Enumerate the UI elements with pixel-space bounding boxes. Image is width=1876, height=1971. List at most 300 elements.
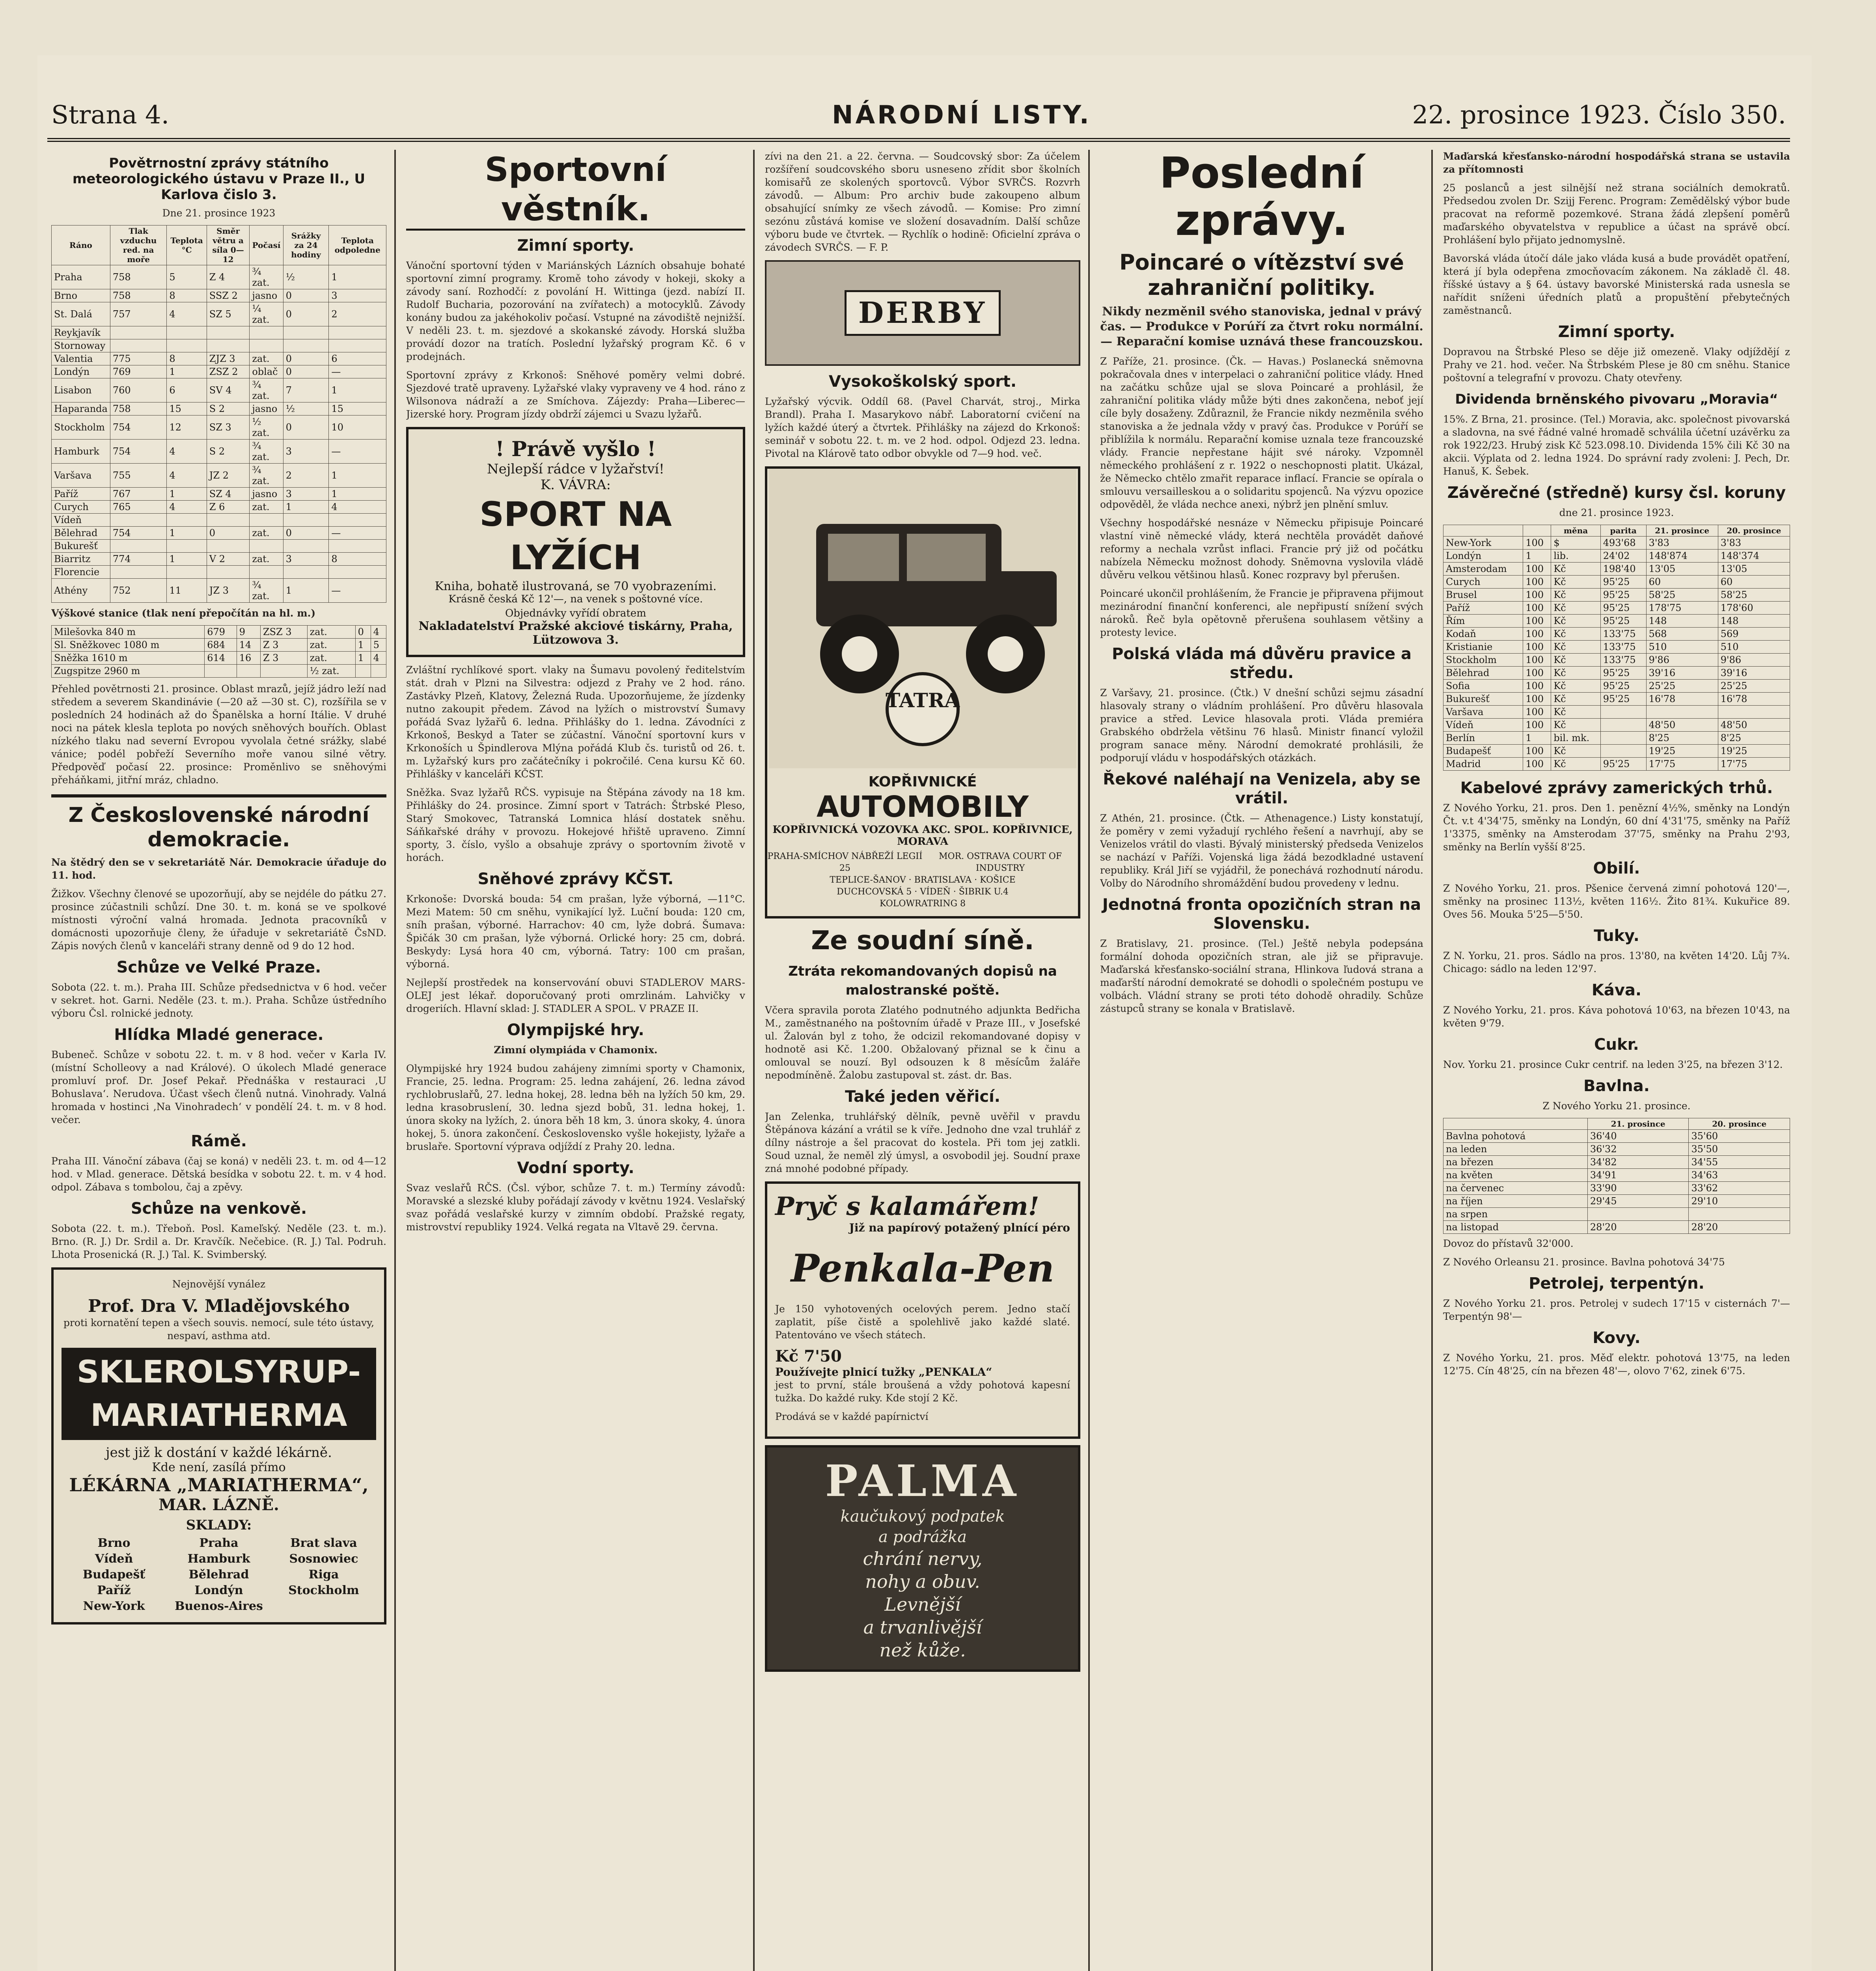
cotton-table-header: 21. prosince 20. prosince <box>1443 1118 1790 1130</box>
table-cell: 10 <box>329 415 386 440</box>
table-cell: 1 <box>329 378 386 402</box>
weather-table-header: Ráno Tlak vzduchu red. na moře Teplota °C Směr větru a síla 0—12 Počasí Srážky za 24 hodiny Teplota odpoledne <box>52 225 386 265</box>
table-cell: 757 <box>110 302 167 326</box>
poincare-title: Poincaré o vítězství své zahraniční politiky. <box>1119 250 1404 300</box>
table-cell <box>250 514 283 527</box>
table-cell: 100 <box>1523 706 1551 719</box>
table-cell: 34'91 <box>1587 1169 1689 1182</box>
ad-address: PRAHA-SMÍCHOV NÁBŘEŽÍ LEGIÍ 25 <box>767 851 923 873</box>
czd-text: Žižkov. Všechny členové se upozorňují, aby se nejdéle do pátku 27. prosince zúčastnili schůzí. Dne 30. t. m. koná se ve spolkové místnosti výroční valná hromada. Jednota pracovníků v domácnosti upozorňuje členy, že úřaduje v sekretariátě ČsND. Zápis nových členů v kanceláři strany denně od 9 do 12 hod. <box>51 888 386 952</box>
table-cell: SSZ 2 <box>207 289 250 302</box>
table-cell: jasno <box>250 402 283 415</box>
weather-row <box>52 352 386 365</box>
table-cell: zat. <box>307 626 355 639</box>
table-cell: 569 <box>1718 628 1790 641</box>
cotton-table <box>1443 1118 1790 1234</box>
ad-more: jest to první, stále broušená a vždy pohotová kapesní tužka. Do každé ruky. Kde stojí 2 Kč. <box>775 1379 1070 1404</box>
table-cell <box>167 566 207 579</box>
table-cell: ¾ zat. <box>250 378 283 402</box>
table-cell: 36'40 <box>1587 1130 1689 1143</box>
ad-sub: Již na papírový potažený plnící péro <box>849 1221 1070 1234</box>
cukr-title: Cukr. <box>1594 1036 1639 1054</box>
currency-row <box>1443 654 1790 667</box>
ad-line: a podrážka <box>878 1528 967 1546</box>
table-cell: 767 <box>110 488 167 501</box>
table-cell: SZ 4 <box>207 488 250 501</box>
table-cell: 33'90 <box>1587 1182 1689 1195</box>
ad-city: Praha <box>199 1536 239 1550</box>
ad-line: Levnější <box>884 1594 961 1615</box>
table-cell <box>329 566 386 579</box>
table-cell: na listopad <box>1443 1221 1588 1234</box>
vericl-text: Jan Zelenka, truhlářský dělník, pevně uvěřil v pravdu Štěpánova kázání a vrátil se k víře. Jednoho dne vzal truhlář z dílny nástroje a šel pracovat do kostela. Při tom jej zatkli. Soud uznal, že neměl zlý úmysl, a osvobodil jej. Soudní praxe zná mnohé podobné případy. <box>765 1111 1080 1174</box>
table-cell: 493'68 <box>1600 537 1646 550</box>
table-cell: Z 3 <box>260 652 307 665</box>
olymp-title: Olympijské hry. <box>507 1021 644 1039</box>
table-cell: 35'60 <box>1689 1130 1790 1143</box>
table-cell: Brno <box>52 289 110 302</box>
table-cell: ZJZ 3 <box>207 352 250 365</box>
table-cell: 60 <box>1718 576 1790 589</box>
currency-row <box>1443 537 1790 550</box>
kovy-text: Z Nového Yorku, 21. pros. Měď elektr. pohotová 13'75, na leden 12'75. Cín 48'25, cín na březen 48'—, olovo 7'62, zinek 6'75. <box>1443 1352 1790 1377</box>
cotton-row <box>1443 1208 1790 1221</box>
table-cell: Bukurešť <box>52 540 110 553</box>
table-cell: 3 <box>283 488 329 501</box>
weather-row <box>52 378 386 402</box>
table-cell: 1 <box>355 639 371 652</box>
ad-line: a trvanlivější <box>863 1617 982 1638</box>
ad-desc: proti kornatění tepen a všech souvis. nemocí, sule této ústavy, nespaví, asthma atd. <box>63 1317 375 1341</box>
table-cell: St. Dalá <box>52 302 110 326</box>
column-2 <box>406 150 745 1971</box>
snehove-text: Krkonoše: Dvorská bouda: 54 cm prašan, lyže výborná, —11°C. Mezi Matem: 50 cm sněhu, vynikající lyž. Luční bouda: 120 cm, sníh prašan, výborné. Harrachov: 40 cm, lyže dobrá. Šumava: Špičák 30 cm prašan, lyže výborná. Orlické hory: 25 cm, dobrá. Beskydy: Lysá hora 40 cm, výborná. Tatry: 100 cm prašan, výborná. <box>406 893 745 970</box>
table-cell: 754 <box>110 440 167 464</box>
table-cell: Kč <box>1551 745 1600 758</box>
cotton-row <box>1443 1182 1790 1195</box>
recko-title: Řekové naléhají na Venizela, aby se vrátil. <box>1103 770 1421 807</box>
table-cell <box>110 326 167 339</box>
bavlna-dovoz: Dovoz do přístavů 32'000. <box>1443 1238 1574 1249</box>
table-cell: 133'75 <box>1600 641 1646 654</box>
weather-title: Povětrnostní zprávy státního meteorologického ústavu v Praze II., U Karlova čislo 3. <box>72 155 366 203</box>
penkala-ad <box>765 1181 1080 1439</box>
ad-inventor: Prof. Dra V. Mladějovského <box>88 1296 350 1316</box>
table-cell: 25'25 <box>1646 680 1718 693</box>
table-cell <box>207 339 250 352</box>
table-cell <box>1600 745 1646 758</box>
table-cell: 752 <box>110 579 167 603</box>
table-cell: — <box>329 440 386 464</box>
ad-line: nohy a obuv. <box>865 1571 980 1592</box>
table-cell <box>371 665 386 678</box>
table-cell: 58'25 <box>1646 589 1718 602</box>
table-cell: 35'50 <box>1689 1143 1790 1156</box>
table-cell: Kč <box>1551 654 1600 667</box>
table-cell: ½ <box>283 402 329 415</box>
table-cell <box>283 326 329 339</box>
table-cell: — <box>329 365 386 378</box>
ad-line: chrání nervy, <box>863 1548 983 1569</box>
soudni-sub: Ztráta rekomandovaných dopisů na malostranské poště. <box>788 963 1057 998</box>
table-cell: Vídeň <box>52 514 110 527</box>
column-rule <box>1088 150 1090 1971</box>
table-cell <box>167 540 207 553</box>
table-cell: 133'75 <box>1600 654 1646 667</box>
table-cell: Paříž <box>52 488 110 501</box>
tuky-title: Tuky. <box>1594 927 1639 945</box>
ad-pharmacy: LÉKÁRNA „MARIATHERMA“, <box>69 1474 369 1496</box>
table-cell: Varšava <box>52 464 110 488</box>
petrolej-title: Petrolej, terpentýn. <box>1529 1274 1704 1293</box>
table-cell: 12 <box>167 415 207 440</box>
table-cell: 5 <box>167 265 207 289</box>
table-cell <box>205 665 237 678</box>
column-rule <box>394 150 396 1971</box>
table-cell: 133'75 <box>1600 628 1646 641</box>
table-cell: 684 <box>205 639 237 652</box>
table-cell: 8'25 <box>1646 732 1718 745</box>
table-cell: Curych <box>1443 576 1523 589</box>
page-number: Strana 4. <box>51 101 170 130</box>
table-cell <box>237 665 260 678</box>
table-cell: 58'25 <box>1718 589 1790 602</box>
table-cell: Kč <box>1551 576 1600 589</box>
table-cell: 33'62 <box>1689 1182 1790 1195</box>
table-cell: 16'78 <box>1718 693 1790 706</box>
cotton-row <box>1443 1221 1790 1234</box>
bavlna-title: Bavlna. <box>1583 1077 1650 1095</box>
weather-row <box>52 501 386 514</box>
table-cell: 2 <box>329 302 386 326</box>
table-cell: 0 <box>283 365 329 378</box>
sport-text-2: Sportovní zprávy z Krkonoš: Sněhové poměry velmi dobré. Sjezdové tratě upraveny. Lyžařské vlaky vypraveny ve 4 hod. ráno z Wilsonova nádraží a ze Smíchova. Zájezdy: Praha—Liberec—Jizerské hory. Program jízdy obdrží zájemci u Svazu lyžařů. <box>406 369 745 420</box>
table-cell: Athény <box>52 579 110 603</box>
kabel-text: Z Nového Yorku, 21. pros. Den 1. penězní 4½%, směnky na Londýn Čt. v.t 4'34'75, směnky na Londýn, 60 dní 4'31'75, směnky na Paříž 1'3375, směnky na Amsterodam 37'75, směnky na Prahu 2'93, směnky na Berlín vyšší 8'25. <box>1443 802 1790 853</box>
cotton-row <box>1443 1143 1790 1156</box>
ad-city: Hamburk <box>187 1552 250 1566</box>
ad-info: Kniha, bohatě ilustrovaná, se 70 vyobrazeními. <box>435 579 717 593</box>
czd-title: Z Československé národní demokracie. <box>68 803 369 851</box>
weather-text: Přehled povětrnosti 21. prosince. Oblast mrazů, jejíž jádro leží nad středem a severem Skandinávie (—20 až —30 st. C), rozšířila se v posledních 24 hodinách až do Španělska a horní Itálie. V druhé noci na pátek klesla teplota po nových sněhových bouřích. Oblast nízkého tlaku nad severní Evropou vyvolala četné srážky, slabé vánice; podél pobřeží Severního moře vanou silné větry. Předpověď počasí 22. prosince: Proměnlivo se sněhovými přeháňkami, jitřní mráz, chladno. <box>51 683 386 786</box>
zimni-text: Dopravou na Štrbské Pleso se děje již omezeně. Vlaky odjíždějí z Prahy ve 21. hod. večer. Na Štrbském Plese je 80 cm sněhu. Stanice poštovní a telegrafní v provozu. Chaty otevřeny. <box>1443 346 1790 384</box>
derby-ad <box>765 260 1080 366</box>
table-cell: 100 <box>1523 719 1551 732</box>
table-cell: ¾ zat. <box>250 265 283 289</box>
table-cell: 614 <box>205 652 237 665</box>
table-cell: 755 <box>110 464 167 488</box>
ad-city: Brno <box>97 1536 131 1550</box>
table-cell: 1 <box>1523 550 1551 563</box>
ad-city: Budapešť <box>82 1568 145 1582</box>
table-cell: Kristianie <box>1443 641 1523 654</box>
column-rule <box>753 150 755 1971</box>
table-cell: 1 <box>1523 732 1551 745</box>
table-cell: 100 <box>1523 667 1551 680</box>
weather-row <box>52 527 386 540</box>
soudni-title: Ze soudní síně. <box>811 925 1034 956</box>
ad-order: Objednávky vyřídí obratem <box>505 607 646 619</box>
zimni-title: Zimní sporty. <box>1558 323 1675 341</box>
table-cell <box>1600 706 1646 719</box>
table-cell <box>167 339 207 352</box>
tatra-ad <box>765 466 1080 918</box>
polsko-title: Polská vláda má důvěru pravice a středu. <box>1111 645 1412 682</box>
table-cell: ¾ zat. <box>250 579 283 603</box>
ad-order: Prodává se v každé papírnictví <box>775 1411 929 1422</box>
table-cell <box>1689 1208 1790 1221</box>
table-cell: Z 6 <box>207 501 250 514</box>
table-cell: na říjen <box>1443 1195 1588 1208</box>
table-cell: zat. <box>250 527 283 540</box>
table-cell: Florencie <box>52 566 110 579</box>
table-cell <box>207 326 250 339</box>
table-cell: 17'75 <box>1718 758 1790 771</box>
table-cell <box>207 514 250 527</box>
table-cell: Hamburk <box>52 440 110 464</box>
table-cell: 1 <box>329 464 386 488</box>
recko-text: Z Athén, 21. prosince. (Čtk. — Athenagence.) Listy konstatují, že poměry v zemi vyžadují rychlého řešení a navrhují, aby se Venizelos vrátil do vlasti. Bývalý ministerský předseda Venizelos se nachází v Paříži. Vojenská liga žádá bezodkladné ustavení republiky. Král Jiří se vyjádřil, že ponechává rozhodnutí národu. Volby do Národního shromáždění budou provedeny v lednu. <box>1100 812 1423 889</box>
table-cell: Vídeň <box>1443 719 1523 732</box>
currency-row <box>1443 745 1790 758</box>
table-cell: Brusel <box>1443 589 1523 602</box>
poincare-text-3: Poincaré ukončil prohlášením, že Francie je připravena přijmout mezinárodní finanční konferenci, ale nepřipustí snížení svých nároků. Řeč byla opětovně přerušena souhlasem většiny a protesty levice. <box>1100 588 1423 638</box>
table-cell: 2 <box>283 464 329 488</box>
table-cell <box>250 339 283 352</box>
table-cell: ZSZ 2 <box>207 365 250 378</box>
currency-row <box>1443 693 1790 706</box>
table-cell: lib. <box>1551 550 1600 563</box>
table-cell: 4 <box>167 501 207 514</box>
table-cell: 15 <box>167 402 207 415</box>
schuze2-text: Sobota (22. t. m.). Třeboň. Posl. Kameľský. Neděle (23. t. m.). Brno. (R. J.) Dr. Srdil a. Dr. Kravčík. Nečebice. (R. J.) Tal. Podruh. Lhota Prosenická (R. J.) Tal. K. Svimberský. <box>51 1223 386 1260</box>
table-cell: ¼ zat. <box>250 302 283 326</box>
table-cell: 178'60 <box>1718 602 1790 615</box>
table-cell: 95'25 <box>1600 589 1646 602</box>
table-cell <box>1600 719 1646 732</box>
table-cell <box>207 540 250 553</box>
table-cell: 100 <box>1523 693 1551 706</box>
vodni-title: Vodní sporty. <box>517 1159 634 1177</box>
table-cell: 1 <box>167 527 207 540</box>
currency-row <box>1443 589 1790 602</box>
madar-title: Maďarská křesťansko-národní hospodářská strana se ustavila za přítomnosti <box>1443 151 1790 175</box>
table-cell: 7 <box>283 378 329 402</box>
ad-city: New-York <box>83 1599 145 1613</box>
table-cell: 8 <box>329 553 386 566</box>
table-cell: 4 <box>167 440 207 464</box>
currency-row <box>1443 641 1790 654</box>
weather-row <box>52 440 386 464</box>
table-cell <box>250 540 283 553</box>
ad-use: Používejte plnicí tužky „PENKALA“ <box>775 1366 992 1379</box>
table-cell: 0 <box>283 302 329 326</box>
table-cell: 760 <box>110 378 167 402</box>
table-cell <box>283 514 329 527</box>
ad-pre: Pryč s kalamářem! <box>775 1192 1039 1221</box>
table-cell: S 2 <box>207 440 250 464</box>
zimni-title: Zimní sporty. <box>517 237 634 255</box>
table-cell: jasno <box>250 488 283 501</box>
table-cell: Kč <box>1551 641 1600 654</box>
table-cell: 3'83 <box>1646 537 1718 550</box>
ad-brand-2: MARIATHERMA <box>62 1397 376 1440</box>
table-cell: 95'25 <box>1600 615 1646 628</box>
table-cell: 16 <box>237 652 260 665</box>
table-cell: 754 <box>110 527 167 540</box>
ad-city: Vídeň <box>95 1552 133 1566</box>
table-cell: zat. <box>250 352 283 365</box>
table-cell: 9 <box>237 626 260 639</box>
ad-line: než kůže. <box>879 1639 966 1661</box>
ad-line: kaučukový podpatek <box>840 1507 1005 1526</box>
poincare-sub: Nikdy nezměnil svého stanoviska, jednal v právý čas. — Produkce v Porúří za čtvrt roku normální. — Reparační komise uznává these francouzskou. <box>1100 305 1423 348</box>
table-cell: Sl. Sněžkovec 1080 m <box>52 639 205 652</box>
obili-title: Obilí. <box>1593 859 1640 877</box>
table-cell <box>260 665 307 678</box>
table-cell: 754 <box>110 415 167 440</box>
table-cell: Kč <box>1551 758 1600 771</box>
ad-author: K. VÁVRA: <box>540 477 611 493</box>
table-cell: Praha <box>52 265 110 289</box>
table-cell: 36'32 <box>1587 1143 1689 1156</box>
table-cell: ½ <box>283 265 329 289</box>
ad-brand-1: SKLEROLSYRUP- <box>62 1348 376 1397</box>
table-cell: 4 <box>167 302 207 326</box>
table-cell: Kč <box>1551 706 1600 719</box>
table-cell: 774 <box>110 553 167 566</box>
currency-row <box>1443 602 1790 615</box>
table-cell: na červenec <box>1443 1182 1588 1195</box>
table-cell: 769 <box>110 365 167 378</box>
table-cell: 48'50 <box>1646 719 1718 732</box>
kava-title: Káva. <box>1591 981 1642 999</box>
table-cell: 25'25 <box>1718 680 1790 693</box>
weather-row <box>52 540 386 553</box>
table-cell: 9'86 <box>1718 654 1790 667</box>
table-cell: 148 <box>1646 615 1718 628</box>
table-cell: JZ 2 <box>207 464 250 488</box>
table-cell: Berlín <box>1443 732 1523 745</box>
hlidka-title: Hlídka Mladé generace. <box>114 1026 324 1044</box>
table-cell: Haparanda <box>52 402 110 415</box>
orleans-text: Z Nového Orleansu 21. prosince. Bavlna pohotová 34'75 <box>1443 1256 1725 1268</box>
ad-sub: jest již k dostání v každé lékárně. <box>106 1445 332 1461</box>
sport-title: Sportovní věstník. <box>406 150 745 231</box>
table-cell <box>110 514 167 527</box>
sklerolsyrup-ad <box>51 1267 386 1624</box>
table-cell <box>355 665 371 678</box>
table-cell: Kč <box>1551 615 1600 628</box>
table-cell: 148 <box>1718 615 1790 628</box>
table-cell <box>329 326 386 339</box>
table-cell: 1 <box>167 488 207 501</box>
table-cell <box>283 339 329 352</box>
zvlastni-text: Zvláštní rychlíkové sport. vlaky na Šumavu povolený ředitelstvím stát. drah v Plzni na Silvestra: odjezd z Prahy ve 2 hod. ráno. Zastávky Plzeň, Klatovy, Železná Ruda. Upozorňujeme, že jízdenky nutno zakoupit předem. Závod na lyžích o mistrovství Šumavy pořádá Svaz lyžařů 6. ledna. Přihlášky do 1. ledna. Závodníci z Krkonoš, Beskyd a Tater se zúčastní. Vánoční sportovní kurs v Krkonoších u Špindlerova Mlýna pořádá Klub čs. turistů od 26. t. m. Lyžařský kurs pro začátečníky i pokročilé. Cena kursu Kč 60. Přihlášky v kanceláři KČST. <box>406 664 745 780</box>
ad-sub: Nejlepší rádce v lyžařství! <box>487 461 664 477</box>
table-cell: 0 <box>207 527 250 540</box>
morava-text: 15%. Z Brna, 21. prosince. (Tel.) Moravia, akc. společnost pivovarská a sladovna, na své řádné valné hromadě schválila účetní uzávěrku za rok 1922/23. Hrubý zisk Kč 523.098.10. Dividenda 15% čili Kč 30 na akcii. Výplata od 2. ledna 1924. Do správní rady zvoleni: J. Pech, Dr. Hanuš, K. Šebek. <box>1443 414 1790 477</box>
table-cell: 4 <box>329 501 386 514</box>
table-cell: 11 <box>167 579 207 603</box>
ranna-text: Praha III. Vánoční zábava (čaj se koná) v neděli 23. t. m. od 4—12 hod. v Mlad. generace. Dětská besídka v sobotu 22. t. m. v 4 hod. odpol. Zábava s tombolou, čaj a zpěvy. <box>51 1155 386 1193</box>
table-cell <box>1600 732 1646 745</box>
table-cell: 178'75 <box>1646 602 1718 615</box>
currency-row <box>1443 628 1790 641</box>
ranna-title: Rámě. <box>191 1132 247 1150</box>
column-5 <box>1443 150 1790 1971</box>
polsko-text: Z Varšavy, 21. prosince. (Čtk.) V dnešní schůzi sejmu zásadní hlasovaly strany o vládním prohlášení. Pro důvěru hlasovala pravice a střed. Levice hlasovala proti. Vláda premiéra Grabského obdržela většinu 76 hlasů. Ministr financí vyložil program sanace měny. Národní demokraté prohlásili, že podporují vládu v hospodářských otázkách. <box>1100 687 1423 764</box>
table-cell <box>110 540 167 553</box>
ad-title-2: AUTOMOBILY <box>816 790 1029 824</box>
bavorsko-text: Bavorská vláda útočí dále jako vláda kusá a bude provádět opatření, která jí byla odepřena zmocňovacím zákonem. Na základě čl. 48. říšské ústavy a § 64. ústavy bavorské Ministerská rada usnesla se nařídit sníženi úředních platů a propuštění přebytečných zaměstnanců. <box>1443 253 1790 316</box>
table-cell: 28'20 <box>1587 1221 1689 1234</box>
poincare-text: Z Paříže, 21. prosince. (Čk. — Havas.) Poslanecká sněmovna pokračovala dnes v interpelaci o zahraniční politice vlády. Hned na začátku schůze ujal se slova Poincaré a prohlásil, že zahraniční politika vlády může býti dnes zakončena, neboť její cíle byly dosaženy. Zdůraznil, že Francie nikdy nezměnila svého stanoviska a že jednala vždy v pravý čas. Produkce v Porúří se přiblížila k normálu. Reparační komise uznala teze francouzské vlády. Francie nepřestane hájit své nároky. Vzpomněl německého prohlášení z r. 1922 o neschopnosti platit. Ukázal, že Německo chtělo zmařit reparace inflací. Francie se opírala o smlouvu versailleskou a o solidaritu spojenců. Na výzvu opozice odpověděl, že vláda nechce anexi, nýbrž jen plnění smluv. <box>1100 356 1423 510</box>
table-cell: ¾ zat. <box>250 440 283 464</box>
top-text: zívi na den 21. a 22. června. — Soudcovský sbor: Za účelem rozšíření soudcovského sboru usneseno zřídit sbor školních komisařů ze skolených sportovců. Výbor SVRČS. Rozvrh závodů. — Album: Pro archiv bude zakoupeno album obsahující snímky ze všech závodů. — Komise: Pro zimní sezónu zůstává komise ve složení dosavadním. Další schůze výboru bude ve čtvrtek. — Rychlík o hodině: Oficielní zpráva o závodech SVRČS. — F. P. <box>765 151 1080 253</box>
table-cell: 60 <box>1646 576 1718 589</box>
weather-row <box>52 464 386 488</box>
mountain-table <box>51 625 386 678</box>
table-cell: Kč <box>1551 602 1600 615</box>
table-cell: 14 <box>237 639 260 652</box>
table-cell: 510 <box>1646 641 1718 654</box>
table-cell: 15 <box>329 402 386 415</box>
cotton-row <box>1443 1195 1790 1208</box>
table-cell <box>329 514 386 527</box>
table-cell: 6 <box>329 352 386 365</box>
weather-row <box>52 265 386 289</box>
table-cell: 1 <box>329 265 386 289</box>
palma-ad <box>765 1445 1080 1672</box>
table-cell: 19'25 <box>1718 745 1790 758</box>
table-cell: Bavlna pohotová <box>1443 1130 1588 1143</box>
currency-row <box>1443 706 1790 719</box>
table-cell <box>283 540 329 553</box>
table-cell <box>283 566 329 579</box>
table-cell: 100 <box>1523 602 1551 615</box>
table-cell: 198'40 <box>1600 563 1646 576</box>
cukr-text: Nov. Yorku 21. prosince Cukr centrif. na leden 3'25, na březen 3'12. <box>1443 1059 1783 1070</box>
table-cell: 775 <box>110 352 167 365</box>
table-cell: na květen <box>1443 1169 1588 1182</box>
table-cell: 95'25 <box>1600 693 1646 706</box>
schuze1-text: Sobota (22. t. m.). Praha III. Schůze předsednictva v 6 hod. večer v sekret. hot. Garni. Neděle (23. t. m.). Praha. Schůze ústředního výboru Čsl. rolnické jednoty. <box>51 982 386 1019</box>
table-cell: 9'86 <box>1646 654 1718 667</box>
table-cell: 13'05 <box>1718 563 1790 576</box>
cotton-row <box>1443 1169 1790 1182</box>
table-cell: S 2 <box>207 402 250 415</box>
nejlepsi-text: Nejlepší prostředek na konservování obuvi STADLEROV MARS-OLEJ jest lékař. doporučovaný proti omrzlinám. Lahvičky v drogeriích. Hlavní sklad: J. STADLER A SPOL. V PRAZE II. <box>406 977 745 1014</box>
cotton-row <box>1443 1130 1790 1143</box>
table-cell: 758 <box>110 289 167 302</box>
ad-city: Paříž <box>97 1584 131 1597</box>
mountain-row <box>52 626 386 639</box>
table-cell: 1 <box>167 553 207 566</box>
zimni-text: Vánoční sportovní týden v Mariánských Lázních obsahuje bohaté sportovní zimní programy. Kromě toho závody v hokeji, skoky a závody saní. Rozhodčí: z povolání H. Wittinga (jezd. nabízí II. Rudolf Bucharia, pozorování na zvířatech) a motocyklů. Závody konány budou za jakéhokoliv počasí. Vstupné na závodiště nejnižší. V neděli 23. t. m. sjezdové a skokanské závody. Horská služba provádí dozor na tratích. Poslední lyžařský program Kč. 6 v prodejnách. <box>406 260 745 362</box>
currency-row <box>1443 719 1790 732</box>
table-cell: Kč <box>1551 563 1600 576</box>
table-cell: 100 <box>1523 589 1551 602</box>
column-4 <box>1100 150 1423 1971</box>
table-cell: na srpen <box>1443 1208 1588 1221</box>
table-cell: V 2 <box>207 553 250 566</box>
ad-brand: SPORT NA LYŽÍCH <box>479 495 672 578</box>
table-cell: Budapešť <box>1443 745 1523 758</box>
ad-desc: Je 150 vyhotovených ocelových perem. Jedno stačí zaplatit, píše čistě a spolehlivě jako každé slaté. Patentováno ve všech státech. <box>775 1303 1070 1341</box>
table-cell: Z 4 <box>207 265 250 289</box>
table-cell: Amsterodam <box>1443 563 1523 576</box>
